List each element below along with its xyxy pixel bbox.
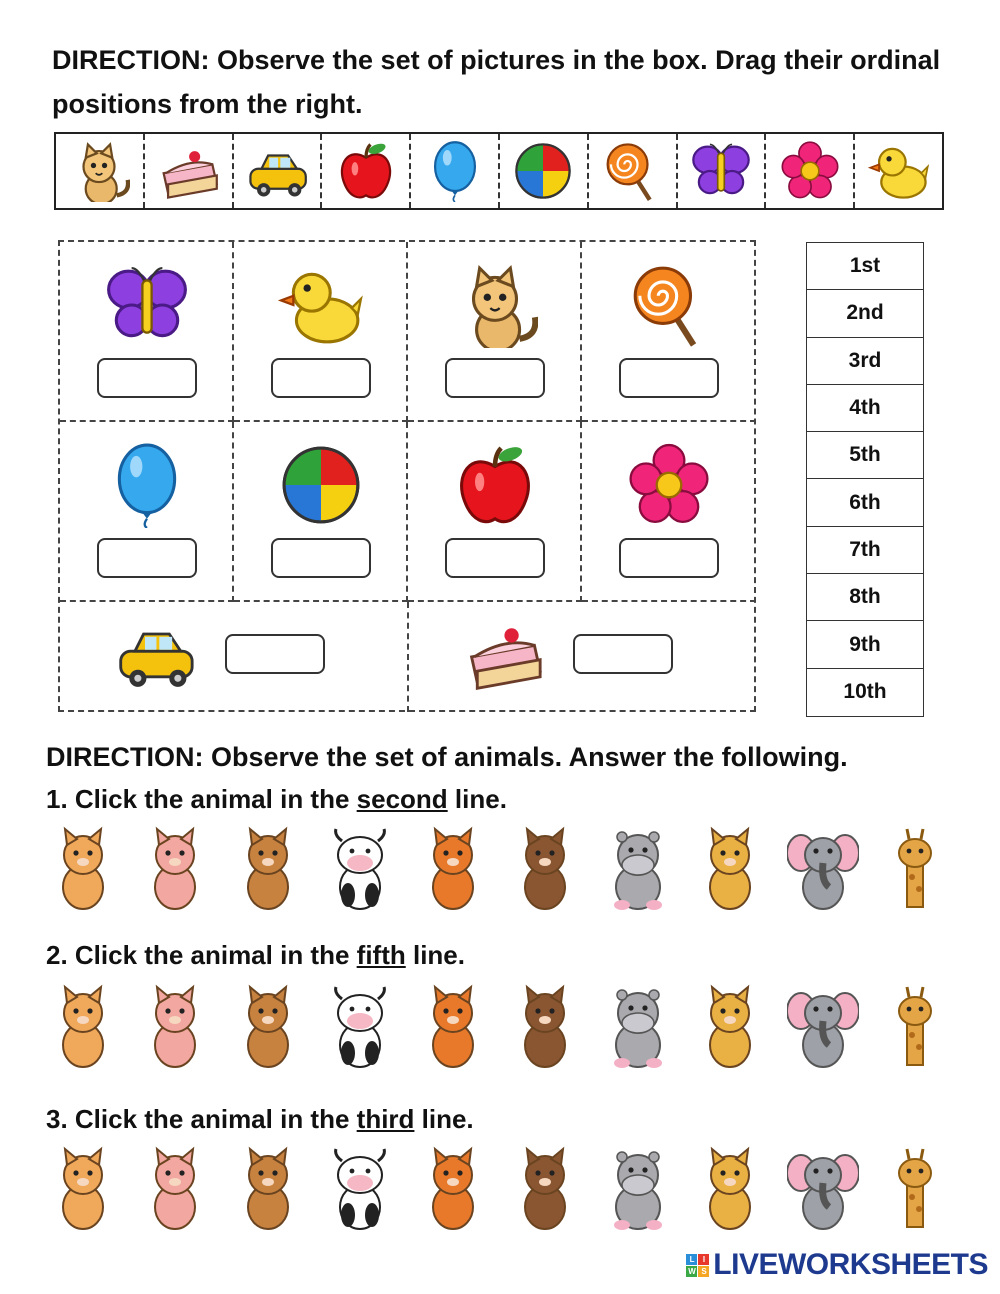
ordinal-option-2nd[interactable]: 2nd: [807, 290, 923, 337]
question-prefix: 3. Click the animal in the: [46, 1104, 357, 1134]
kitten-icon[interactable]: [44, 982, 122, 1074]
ordinal-options: [806, 242, 924, 717]
ordinal-option-6th[interactable]: 6th: [807, 479, 923, 526]
elephant-icon[interactable]: [784, 982, 862, 1074]
leopard-icon[interactable]: [691, 824, 769, 916]
answer-cell-ball: [234, 422, 408, 602]
hippo-icon[interactable]: [599, 982, 677, 1074]
drop-box-cat[interactable]: [445, 358, 545, 398]
drop-box-lollipop[interactable]: [619, 358, 719, 398]
apple-icon: [452, 442, 538, 528]
puppy-icon[interactable]: [229, 982, 307, 1074]
drop-box-butterfly[interactable]: [97, 358, 197, 398]
sequence-cell-3: [234, 134, 323, 208]
ordinal-option-8th[interactable]: 8th: [807, 574, 923, 621]
ordinal-option-5th[interactable]: 5th: [807, 432, 923, 479]
question-prefix: 1. Click the animal in the: [46, 784, 357, 814]
liveworksheets-logo: [686, 1248, 988, 1282]
ordinal-option-4th[interactable]: 4th: [807, 385, 923, 432]
pig-icon[interactable]: [136, 1144, 214, 1236]
cake-icon: [157, 140, 219, 202]
cow-icon[interactable]: [321, 982, 399, 1074]
sequence-cell-10: [855, 134, 942, 208]
sequence-cell-5: [411, 134, 500, 208]
question-keyword: second: [356, 784, 448, 814]
sequence-cell-2: [145, 134, 234, 208]
question-suffix: line.: [447, 784, 507, 814]
drop-box-balloon[interactable]: [97, 538, 197, 578]
answer-cell-duck: [234, 242, 408, 422]
question-suffix: line.: [405, 940, 465, 970]
duck-icon: [278, 262, 364, 348]
animal-row-2: [44, 980, 954, 1076]
balloon-icon: [424, 140, 486, 202]
ordinal-option-10th[interactable]: 10th: [807, 669, 923, 716]
duck-icon: [868, 140, 930, 202]
apple-icon: [335, 140, 397, 202]
elephant-icon[interactable]: [784, 824, 862, 916]
sequence-cell-4: [322, 134, 411, 208]
brand-mark-letter: I: [698, 1254, 709, 1265]
answer-cell-lollipop: [582, 242, 756, 422]
pig-icon[interactable]: [136, 824, 214, 916]
question-keyword: third: [356, 1104, 415, 1134]
ordinal-option-9th[interactable]: 9th: [807, 621, 923, 668]
butterfly-icon: [104, 262, 190, 348]
direction-2: DIRECTION: Observe the set of animals. Answer the following.: [46, 742, 848, 772]
puppy-icon[interactable]: [229, 1144, 307, 1236]
answer-cell-cat: [408, 242, 582, 422]
lollipop-icon: [601, 140, 663, 202]
car-icon: [115, 614, 195, 694]
balloon-icon: [104, 442, 190, 528]
sequence-cell-7: [589, 134, 678, 208]
brand-mark-letter: S: [698, 1266, 709, 1277]
butterfly-icon: [690, 140, 752, 202]
giraffe-icon[interactable]: [876, 1144, 954, 1236]
sequence-cell-9: [766, 134, 855, 208]
ball-icon: [278, 442, 364, 528]
puppy-icon[interactable]: [229, 824, 307, 916]
lollipop-icon: [626, 262, 712, 348]
monkey-icon[interactable]: [506, 1144, 584, 1236]
kitten-icon[interactable]: [44, 1144, 122, 1236]
answer-cell-butterfly: [60, 242, 234, 422]
answer-cell-apple: [408, 422, 582, 602]
drop-box-ball[interactable]: [271, 538, 371, 578]
answer-cell-cake: [409, 602, 756, 712]
drop-box-apple[interactable]: [445, 538, 545, 578]
hippo-icon[interactable]: [599, 1144, 677, 1236]
brand-text: LIVEWORKSHEETS: [713, 1248, 988, 1281]
car-icon: [246, 140, 308, 202]
sequence-cell-6: [500, 134, 589, 208]
direction-1: DIRECTION: Observe the set of pictures in the box. Drag their ordinal positions from the right.: [52, 45, 941, 119]
sequence-strip: [54, 132, 944, 210]
drop-box-flower[interactable]: [619, 538, 719, 578]
fox-icon[interactable]: [414, 824, 492, 916]
animal-row-1: [44, 822, 954, 918]
cow-icon[interactable]: [321, 1144, 399, 1236]
elephant-icon[interactable]: [784, 1144, 862, 1236]
sequence-cell-1: [56, 134, 145, 208]
flower-icon: [779, 140, 841, 202]
fox-icon[interactable]: [414, 1144, 492, 1236]
drop-box-duck[interactable]: [271, 358, 371, 398]
ordinal-option-7th[interactable]: 7th: [807, 527, 923, 574]
question-1: [46, 784, 507, 815]
cake-icon: [463, 614, 543, 694]
drop-box-car[interactable]: [225, 634, 325, 674]
monkey-icon[interactable]: [506, 824, 584, 916]
sequence-cell-8: [678, 134, 767, 208]
cat-icon: [68, 140, 130, 202]
monkey-icon[interactable]: [506, 982, 584, 1074]
pig-icon[interactable]: [136, 982, 214, 1074]
answer-cell-car: [60, 602, 409, 712]
giraffe-icon[interactable]: [876, 982, 954, 1074]
question-prefix: 2. Click the animal in the: [46, 940, 357, 970]
answer-cell-balloon: [60, 422, 234, 602]
cow-icon[interactable]: [321, 824, 399, 916]
liveworksheets-mark-icon: [686, 1254, 709, 1277]
leopard-icon[interactable]: [691, 1144, 769, 1236]
answer-cell-flower: [582, 422, 756, 602]
ordinal-option-1st[interactable]: 1st: [807, 243, 923, 290]
kitten-icon[interactable]: [44, 824, 122, 916]
answer-grid: [58, 240, 756, 712]
brand-mark-letter: W: [688, 1266, 696, 1276]
leopard-icon[interactable]: [691, 982, 769, 1074]
brand-mark-letter: L: [686, 1254, 697, 1265]
ordinal-option-3rd[interactable]: 3rd: [807, 338, 923, 385]
question-3: [46, 1104, 474, 1135]
hippo-icon[interactable]: [599, 824, 677, 916]
question-suffix: line.: [414, 1104, 474, 1134]
cat-icon: [452, 262, 538, 348]
question-keyword: fifth: [356, 940, 406, 970]
drop-box-cake[interactable]: [573, 634, 673, 674]
question-2: [46, 940, 465, 971]
giraffe-icon[interactable]: [876, 824, 954, 916]
fox-icon[interactable]: [414, 982, 492, 1074]
ball-icon: [512, 140, 574, 202]
animal-row-3: [44, 1142, 954, 1238]
flower-icon: [626, 442, 712, 528]
